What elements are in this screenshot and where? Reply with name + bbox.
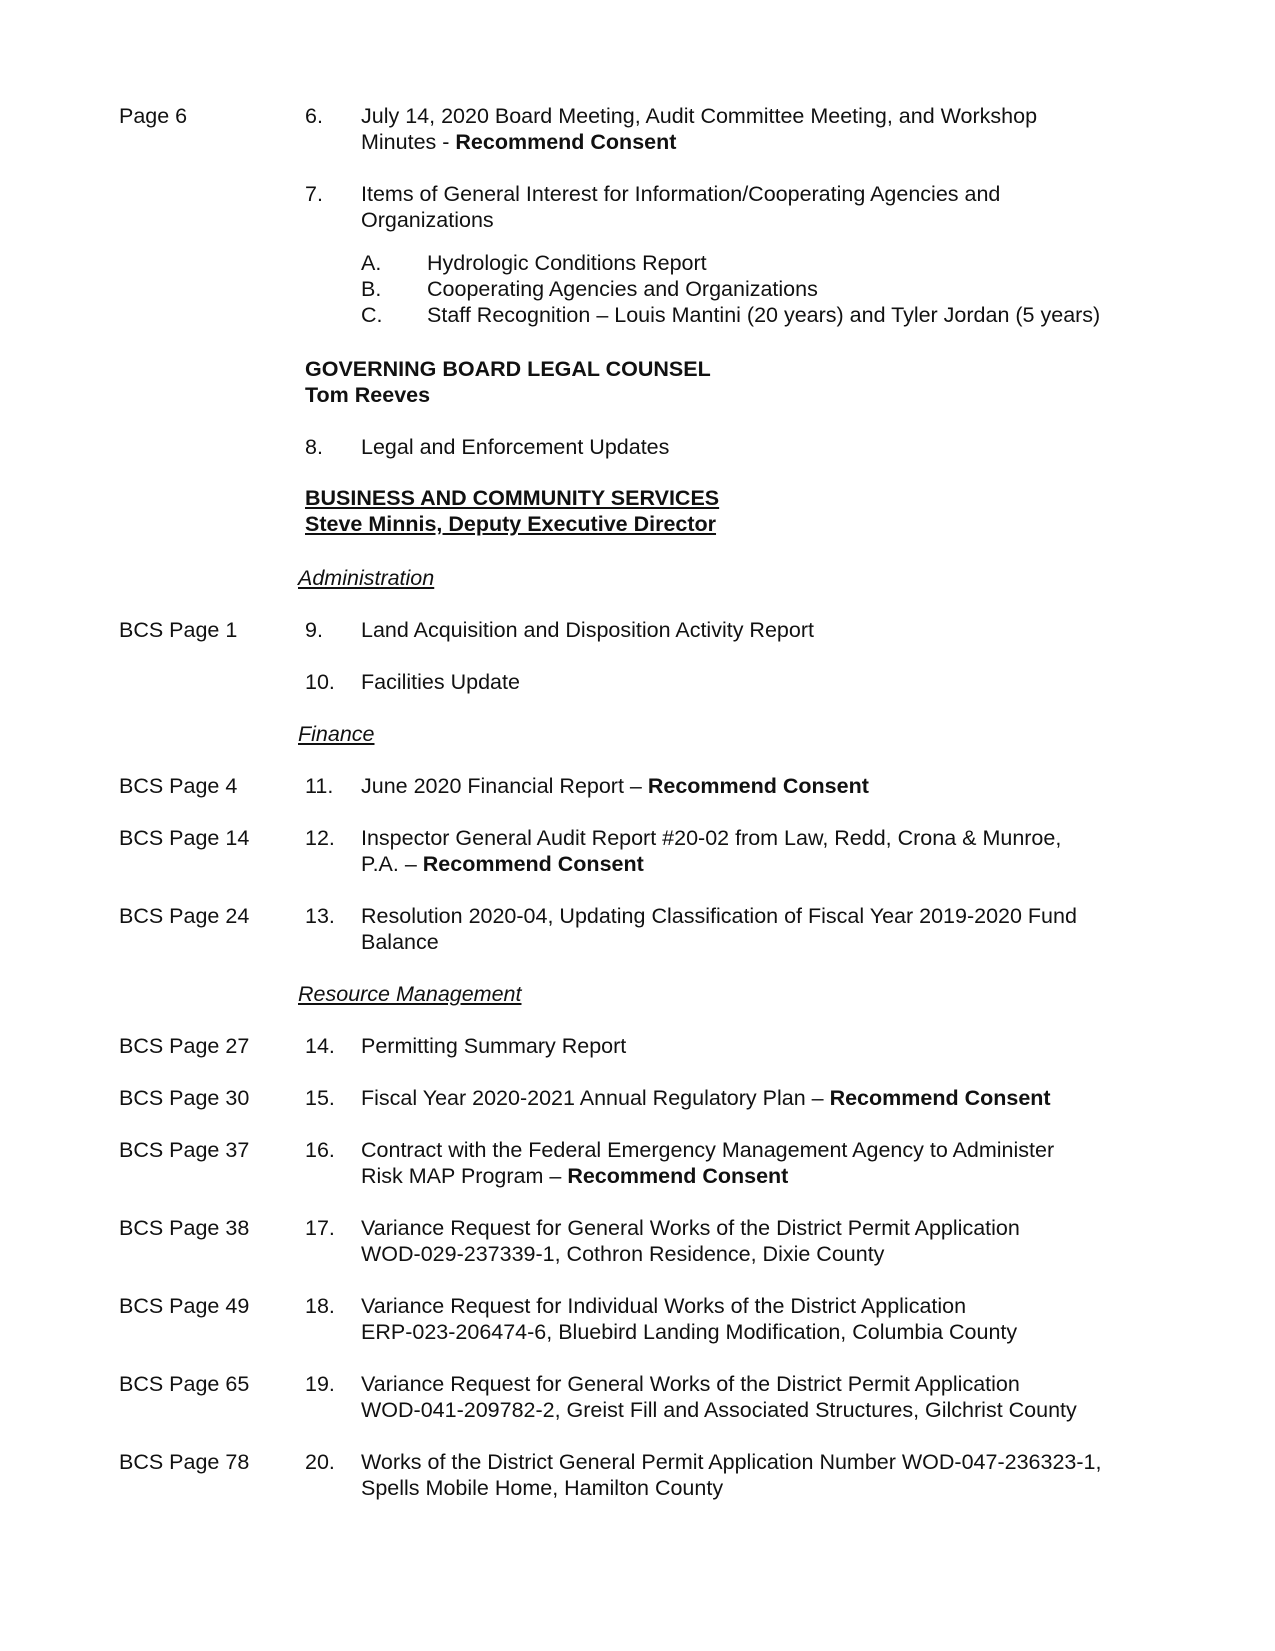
item-line: June 2020 Financial Report –	[361, 774, 648, 798]
item-line: ERP-023-206474-6, Bluebird Landing Modification, Columbia County	[361, 1320, 1018, 1344]
item-line: Risk MAP Program –	[361, 1164, 568, 1188]
item-number: 11.	[305, 774, 334, 798]
page-reference: Page 6	[119, 104, 188, 128]
recommendation: Recommend Consent	[455, 130, 677, 154]
recommendation: Recommend Consent	[422, 852, 644, 876]
item-text	[361, 1449, 1161, 1501]
item-text: Land Acquisition and Disposition Activity Report	[361, 618, 814, 642]
item-line: Works of the District General Permit Application Number WOD-047-236323-1,	[361, 1450, 1102, 1474]
section-presenter: Steve Minnis, Deputy Executive Director	[305, 512, 717, 536]
item-line: Items of General Interest for Information/Cooperating Agencies and	[361, 182, 1001, 206]
item-number: 17.	[305, 1216, 335, 1240]
item-text	[361, 825, 1161, 877]
subsection-title: Administration	[298, 566, 435, 590]
page-reference: BCS Page 65	[119, 1372, 250, 1396]
recommendation: Recommend Consent	[829, 1086, 1051, 1110]
item-line: Contract with the Federal Emergency Management Agency to Administer	[361, 1138, 1055, 1162]
item-line: Variance Request for General Works of the District Permit Application	[361, 1216, 1020, 1240]
page-reference: BCS Page 37	[119, 1138, 250, 1162]
subitem-text: Hydrologic Conditions Report	[427, 251, 707, 275]
page-reference: BCS Page 49	[119, 1294, 250, 1318]
subitem-text: Staff Recognition – Louis Mantini (20 years) and Tyler Jordan (5 years)	[427, 303, 1101, 327]
item-text	[361, 1137, 1161, 1189]
item-number: 20.	[305, 1450, 335, 1474]
subitem-letter: A.	[361, 251, 382, 275]
section-title: BUSINESS AND COMMUNITY SERVICES	[305, 486, 720, 510]
subsection-title: Finance	[298, 722, 375, 746]
page-reference: BCS Page 78	[119, 1450, 250, 1474]
item-number: 12.	[305, 826, 335, 850]
item-number: 19.	[305, 1372, 335, 1396]
item-line: P.A. –	[361, 852, 423, 876]
item-text	[361, 1293, 1161, 1345]
item-line: WOD-029-237339-1, Cothron Residence, Dixie County	[361, 1242, 885, 1266]
item-number: 16.	[305, 1138, 335, 1162]
item-number: 6.	[305, 104, 323, 128]
item-text: Permitting Summary Report	[361, 1034, 627, 1058]
item-text: Legal and Enforcement Updates	[361, 435, 670, 459]
page-reference: BCS Page 4	[119, 774, 238, 798]
item-number: 9.	[305, 618, 323, 642]
item-line: Variance Request for Individual Works of the District Application	[361, 1294, 967, 1318]
page-reference: BCS Page 27	[119, 1034, 250, 1058]
item-number: 15.	[305, 1086, 335, 1110]
subitem-letter: C.	[361, 303, 383, 327]
page-reference: BCS Page 38	[119, 1216, 250, 1240]
item-number: 10.	[305, 670, 335, 694]
item-line: Minutes -	[361, 130, 456, 154]
item-line: Inspector General Audit Report #20-02 from Law, Redd, Crona & Munroe,	[361, 826, 1062, 850]
item-line: July 14, 2020 Board Meeting, Audit Committee Meeting, and Workshop	[361, 104, 1038, 128]
item-line: Organizations	[361, 208, 494, 232]
section-title: GOVERNING BOARD LEGAL COUNSEL	[305, 357, 711, 381]
recommendation: Recommend Consent	[647, 774, 869, 798]
item-number: 8.	[305, 435, 323, 459]
item-line: Variance Request for General Works of the District Permit Application	[361, 1372, 1020, 1396]
item-text	[361, 1371, 1161, 1423]
page-reference: BCS Page 14	[119, 826, 250, 850]
item-line: Spells Mobile Home, Hamilton County	[361, 1476, 724, 1500]
item-line: WOD-041-209782-2, Greist Fill and Associated Structures, Gilchrist County	[361, 1398, 1077, 1422]
item-text	[361, 903, 1161, 955]
page-reference: BCS Page 30	[119, 1086, 250, 1110]
item-text	[361, 773, 1161, 799]
item-text	[361, 181, 1161, 233]
item-number: 14.	[305, 1034, 335, 1058]
item-text: Facilities Update	[361, 670, 520, 694]
item-number: 18.	[305, 1294, 335, 1318]
page-reference: BCS Page 1	[119, 618, 238, 642]
subsection-title: Resource Management	[298, 982, 522, 1006]
item-text	[361, 103, 1161, 155]
subitem-text: Cooperating Agencies and Organizations	[427, 277, 818, 301]
page-reference: BCS Page 24	[119, 904, 250, 928]
item-text	[361, 1085, 1161, 1111]
recommendation: Recommend Consent	[567, 1164, 789, 1188]
item-number: 7.	[305, 182, 323, 206]
item-text	[361, 1215, 1161, 1267]
item-line: Fiscal Year 2020-2021 Annual Regulatory Plan –	[361, 1086, 830, 1110]
item-line: Balance	[361, 930, 439, 954]
section-presenter: Tom Reeves	[305, 383, 431, 407]
subitem-letter: B.	[361, 277, 382, 301]
item-line: Resolution 2020-04, Updating Classification of Fiscal Year 2019-2020 Fund	[361, 904, 1077, 928]
item-number: 13.	[305, 904, 335, 928]
